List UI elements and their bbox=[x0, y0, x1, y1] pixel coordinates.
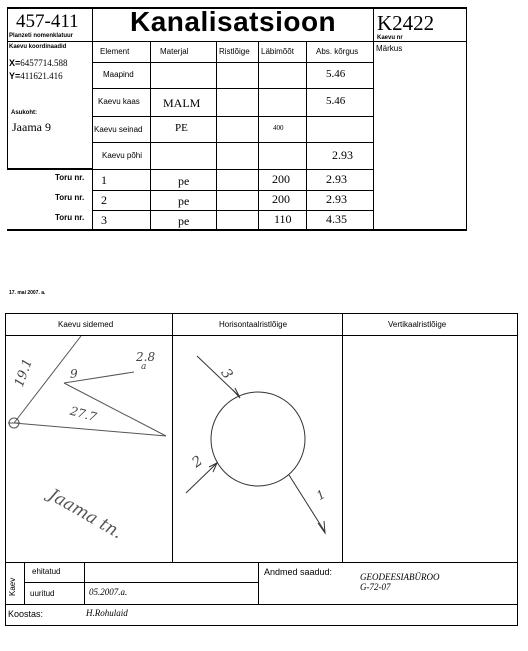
measure-d-suffix: a bbox=[141, 362, 147, 372]
pipe-material: pe bbox=[178, 194, 190, 208]
column-header-element: Element bbox=[100, 47, 130, 56]
row-element: Kaevu põhi bbox=[102, 151, 143, 160]
data-from-code: G-72-07 bbox=[360, 582, 391, 592]
column-header-diameter: Läbimõõt bbox=[261, 47, 294, 56]
x-coordinate bbox=[9, 58, 68, 68]
pipe-line-1 bbox=[289, 475, 325, 532]
measure-c: 27.7 bbox=[68, 403, 99, 425]
row-element: Kaevu kaas bbox=[98, 97, 140, 106]
author-label: Koostas: bbox=[8, 609, 44, 619]
measure-b: 9 bbox=[70, 367, 78, 381]
pipe-number: 2 bbox=[101, 193, 107, 207]
pipe-number: 1 bbox=[101, 173, 107, 187]
well-circle bbox=[211, 392, 305, 486]
pipe-3-label: 3 bbox=[217, 365, 236, 383]
pipe-label: Toru nr. bbox=[55, 173, 85, 182]
street-label: Jaama tn. bbox=[45, 485, 126, 544]
pipe-height: 2.93 bbox=[326, 192, 347, 206]
column-header-material: Materjal bbox=[160, 47, 189, 56]
pipe-number: 3 bbox=[101, 213, 107, 227]
pipe-label: Toru nr. bbox=[55, 193, 85, 202]
pipe-material: pe bbox=[178, 174, 190, 188]
pipe-height: 2.93 bbox=[326, 172, 347, 186]
x-label: X= bbox=[9, 58, 21, 68]
pipe-diameter: 200 bbox=[272, 192, 290, 206]
horizontal-section-sketch bbox=[173, 336, 342, 562]
row-diameter: 400 bbox=[273, 124, 284, 132]
built-label: ehitatud bbox=[32, 567, 61, 576]
pipe-label: Toru nr. bbox=[55, 213, 85, 222]
right-sketch-title: Vertikaalristlõige bbox=[388, 320, 447, 329]
middle-sketch-title: Horisontaalristlõige bbox=[219, 320, 288, 329]
row-element: Maapind bbox=[103, 70, 134, 79]
remarks-label: Märkus bbox=[376, 44, 403, 53]
location-value: Jaama 9 bbox=[12, 120, 51, 134]
coords-caption: Kaevu koordinaadid bbox=[9, 44, 67, 50]
pipe-diameter: 110 bbox=[274, 212, 292, 226]
location-caption: Asukoht: bbox=[11, 110, 37, 116]
plan-code: 457-411 bbox=[16, 11, 79, 32]
y-label: Y= bbox=[9, 71, 21, 81]
x-value: 6457714.588 bbox=[20, 58, 68, 68]
column-header-section: Ristlõige bbox=[219, 47, 250, 56]
row-height: 2.93 bbox=[332, 148, 353, 162]
page-title: Kanalisatsioon bbox=[130, 6, 337, 37]
left-sketch-title: Kaevu sidemed bbox=[58, 320, 114, 329]
pipe-2-label: 2 bbox=[189, 452, 206, 472]
stamp-date: 17. mai 2007. a. bbox=[9, 290, 46, 296]
measure-a: 19.1 bbox=[12, 356, 36, 390]
pipe-1-label: 1 bbox=[314, 487, 328, 503]
y-coordinate bbox=[9, 71, 63, 81]
data-from-value: GEODEESIABÜROO bbox=[360, 572, 440, 582]
row-element: Kaevu seinad bbox=[94, 125, 143, 134]
measured-value: 05.2007.a. bbox=[89, 587, 128, 597]
pipe-material: pe bbox=[178, 214, 190, 228]
column-header-height: Abs. kõrgus bbox=[316, 47, 359, 56]
well-number: K2422 bbox=[377, 11, 435, 35]
data-from-label: Andmed saadud: bbox=[264, 567, 333, 577]
measured-label: uuritud bbox=[30, 589, 55, 598]
row-height: 5.46 bbox=[326, 95, 346, 107]
tie-line bbox=[14, 423, 166, 436]
side-label: Kaev bbox=[8, 577, 17, 596]
y-value: 411621.416 bbox=[20, 71, 63, 81]
author-value: H.Rohulaid bbox=[86, 608, 128, 618]
well-number-caption: Kaevu nr bbox=[377, 35, 403, 41]
row-height: 5.46 bbox=[326, 68, 346, 80]
plan-caption: Planzeti nomenklatuur bbox=[9, 33, 74, 39]
pipe-diameter: 200 bbox=[272, 172, 290, 186]
measure-d: 2.8 bbox=[136, 350, 156, 364]
row-material: MALM bbox=[163, 96, 201, 110]
row-material: PE bbox=[175, 122, 188, 134]
pipe-height: 4.35 bbox=[326, 212, 347, 226]
